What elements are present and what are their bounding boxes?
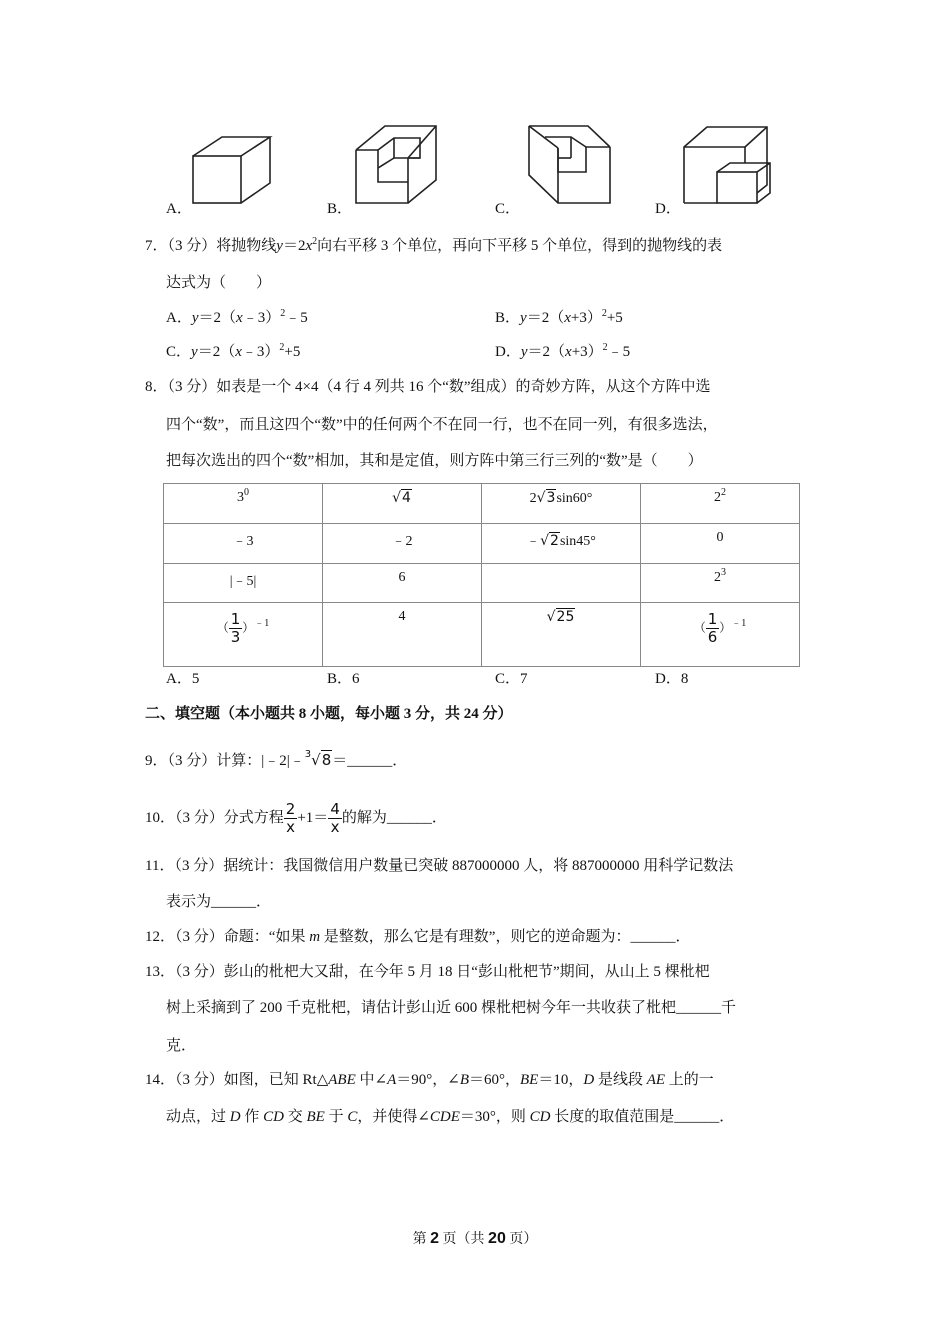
var-y: y [276,238,283,254]
question-number: 12． [145,929,176,945]
score: （3 分） [167,753,217,769]
q8-option-c[interactable]: C．7 [495,671,528,687]
question-number: 13． [145,964,176,980]
var: x [565,344,572,360]
expr: ＝2（ [526,310,565,326]
expr: +5 [606,310,623,326]
score: （3 分） [175,1072,224,1088]
expr: +3） [571,344,603,360]
sqrt-symbol: √25 [546,609,575,625]
expr: ﹣3） [241,344,280,360]
exponent: 2 [279,342,285,353]
question-13-line-1 [145,962,710,982]
section-heading: 二、填空题（本小题共 8 小题，每小题 3 分，共 24 分） [145,706,513,722]
var: x [564,310,571,326]
question-8-line-2: 四个“数”，而且这四个“数”中的任何两个不在同一行，也不在同一列，有很多选法， [166,417,718,433]
table-cell: （ $\frac{1}{6}$ ）$^{﹣1}$ [641,603,800,667]
sqrt-symbol: √3 [536,490,556,506]
table-cell: 6 [323,564,482,603]
q7-option-d[interactable] [495,342,630,364]
table-cell [323,484,482,524]
option-d-cube-figure [0,0,950,220]
expr: ﹣3） [242,310,281,326]
fraction: $\frac{4}{x}$ [330,800,340,837]
score: （3 分） [167,379,217,395]
var-y: y [191,344,198,360]
option-label: D． [495,344,521,360]
question-number: 10． [145,810,176,826]
option-a-label[interactable]: A． [166,201,192,217]
table-cell: ﹣3 [164,524,323,564]
score: （3 分） [175,810,224,826]
question-text: 彭山的枇杷大又甜，在今年 5 月 18 日“彭山枇杷节”期间，从山上 5 棵枇杷 [223,964,710,980]
eq: ＝2 [282,238,306,254]
var-y: y [520,344,528,360]
expr: ﹣5 [607,344,631,360]
question-14-line-2: 动点，过 D 作 CD 交 BE 于 C，并使得∠CDE＝30°，则 CD 长度的取值范围是______． [166,1109,735,1125]
sqrt-symbol: √4 [392,490,411,506]
table-cell [482,603,641,667]
option-c-label[interactable]: C． [495,201,521,217]
table-cell: （ $\frac{1}{3}$ ）$^{﹣1}$ [164,603,323,667]
question-12 [145,927,690,947]
q8-option-a[interactable]: A．5 [166,671,200,687]
table-cell: 0 [641,524,800,564]
var-m: m [309,929,321,945]
question-8-line-3: 把每次选出的四个“数”相加，其和是定值，则方阵中第三行三列的“数”是（ ） [166,453,703,469]
q7-option-a[interactable] [166,308,308,330]
expr: +3） [570,310,602,326]
table-cell [482,564,641,603]
question-text: 命题：“如果 [223,929,310,945]
question-10 [145,798,447,838]
question-13-line-3: 克． [166,1038,197,1054]
option-b-label[interactable]: B． [327,201,353,217]
var-y: y [191,310,199,326]
q7-option-c[interactable] [166,342,300,364]
question-number: 9． [145,753,168,769]
var: x [235,344,242,360]
expr: ＝2（ [198,310,237,326]
exponent: 2 [602,342,608,353]
cube-root-symbol: $^3$√8 [304,749,332,769]
var-y: y [520,310,527,326]
question-8-line-1 [145,377,711,397]
score: （3 分） [175,929,224,945]
question-text: 计算：|﹣2|﹣ [216,753,305,769]
option-label: A． [166,310,192,326]
question-text: 向右平移 3 个单位，再向下平移 5 个单位，得到的抛物线的表 [317,238,723,254]
score: （3 分） [175,964,224,980]
exponent: 2 [312,236,318,247]
exponent: 2 [601,308,607,319]
option-label: B． [495,310,521,326]
question-14-line-1: 14．（3 分）如图，已知 Rt△ABE 中∠A＝90°，∠B＝60°，BE＝10，D 是线段 AE 上的一 [145,1072,714,1088]
expr: ﹣5 [285,310,308,326]
score: （3 分） [167,238,217,254]
question-number: 7． [145,238,168,254]
q7-option-b[interactable] [495,308,623,330]
exponent: 2 [280,308,286,319]
question-7-line-2: 达式为（ ） [166,275,272,291]
expr: ＝2（ [527,344,566,360]
q8-option-b[interactable]: B．6 [327,671,360,687]
q8-option-d[interactable]: D．8 [655,671,689,687]
question-13-line-2: 树上采摘到了 200 千克枇杷，请估计彭山近 600 棵枇杷树今年一共收获了枇杷______千 [166,1000,737,1016]
table-cell: |﹣5| [164,564,323,603]
expr: ＝2（ [197,344,236,360]
question-7-line-1 [145,236,722,258]
table-cell: $2^3$ [641,564,800,603]
var-x: x [305,238,313,254]
question-number: 8． [145,379,168,395]
question-11-line-2: 表示为______． [166,894,272,910]
question-number: 11． [145,858,175,874]
table-cell: $2^2$ [641,484,800,524]
question-text: 如表是一个 4×4（4 行 4 列共 16 个“数”组成）的奇妙方阵，从这个方阵中选 [216,379,711,395]
expr: +1＝ [297,810,329,826]
question-text: ＝______． [332,753,408,769]
var: x [236,310,243,326]
question-11-line-1 [145,856,733,876]
table-cell: 4 [323,603,482,667]
table-cell: ﹣2 [323,524,482,564]
question-text: 是整数，那么它是有理数”，则它的逆命题为：______． [320,929,691,945]
question-text: 据统计：我国微信用户数量已突破 887000000 人，将 887000000 用科学记数法 [223,858,734,874]
question-text: 分式方程 [223,810,284,826]
expr: +5 [284,344,301,360]
fraction: $\frac{2}{x}$ [285,800,296,837]
option-d-label[interactable]: D． [655,201,681,217]
page-footer: 第 2 页（共 20 页） [412,1230,538,1247]
table-cell: ﹣√2sin45° [482,524,641,564]
question-text: 的解为______． [341,810,447,826]
score: （3 分） [174,858,224,874]
sqrt-symbol: √2 [540,533,559,549]
table-cell: 2√3sin60° [482,484,641,524]
option-label: C． [166,344,192,360]
question-number: 14． [145,1072,176,1088]
table-cell: $3^0$ [164,484,323,524]
question-text: 将抛物线 [216,238,277,254]
question-9 [145,750,407,773]
magic-square-table [163,483,800,667]
